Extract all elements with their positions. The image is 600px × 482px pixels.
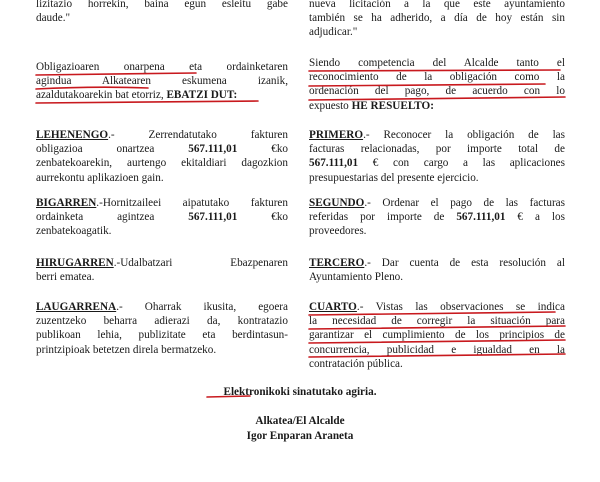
underline-spanish-cuarto-3 xyxy=(309,340,565,343)
underline-basque-decree-1 xyxy=(36,73,196,75)
spanish-item-tercero: TERCERO.- Dar cuenta de esta resolución al Ayuntamiento Pleno. xyxy=(309,257,565,284)
signer-role: Alkatea/El Alcalde xyxy=(255,415,345,427)
spanish-item-primero: PRIMERO.- Reconocer la obligación de las facturas relacionadas, por importe total de 567.111,01 € con cargo a las aplicaciones presupuestarias del presente ejercicio. xyxy=(309,129,565,184)
basque-item-hirugarren: HIRUGARREN.-Udalbatzari Ebazpenaren berri ematea. xyxy=(36,257,288,284)
underline-spanish-decree-3 xyxy=(309,97,565,100)
basque-item-bigarren: BIGARREN.-Hornitzaileei aipatutako fakturen ordainketa agintzea 567.111,01 €ko zenbatekoagatik. xyxy=(36,197,288,238)
underline-basque-decree-2 xyxy=(36,87,148,89)
underline-spanish-cuarto-4 xyxy=(309,354,565,357)
underline-spanish-decree-1 xyxy=(309,70,560,71)
basque-item-laugarrena: LAUGARRENA.- Oharrak ikusita, egoera zuzentzeko beharra adierazi da, kontratazio publikoan lehia, publizitate eta berdintasun- printzipioak betetzen direla bermatzeko. xyxy=(36,301,288,356)
spanish-intro-tail: nueva licitación a la que este ayuntamiento también se ha adherido, a día de hoy están sin adjudicar." xyxy=(309,0,565,39)
basque-intro-tail: lizitazio horrekin, baina egun esleitu gabe daude." xyxy=(36,0,288,25)
basque-item-lehenengo: LEHENENGO.- Zerrendatutako fakturen obligazioa onartzea 567.111,01 €ko zenbatekoarekin, aurtengo ekitaldiari dagozkion aurrekontu aplikazioen gain. xyxy=(36,129,288,184)
underline-signature-notice xyxy=(207,396,250,397)
basque-decree-resolve: azaldutakoarekin bat etorriz, EBATZI DUT: xyxy=(36,89,238,102)
spanish-item-segundo: SEGUNDO.- Ordenar el pago de las facturas referidas por importe de 567.111,01 € a los proveedores. xyxy=(309,197,565,238)
underline-spanish-cuarto-1 xyxy=(309,312,555,315)
basque-decree: Obligazioaren onarpena eta ordainketaren agindua Alkatearen eskumena izanik, azaldutakoarekin bat etorriz, EBATZI DUT: xyxy=(36,61,288,102)
underline-spanish-decree-2 xyxy=(309,84,545,86)
underline-spanish-cuarto-2 xyxy=(309,326,565,329)
spanish-decree: Siendo competencia del Alcalde tanto el reconocimiento de la obligación como la ordenación del pago, de acuerdo con lo expuesto HE RESUELTO: xyxy=(309,57,565,112)
signer-name: Igor Enparan Araneta xyxy=(246,430,354,442)
underline-basque-decree-3 xyxy=(36,101,258,103)
signature-notice: Elektronikoki sinatutako agiria. xyxy=(223,386,377,398)
spanish-item-cuarto: CUARTO.- Vistas las observaciones se indica la necesidad de corregir la situación para garantizar el cumplimiento de los principios de concurrencia, publicidad e igualdad en la contratación pública. xyxy=(309,301,565,370)
